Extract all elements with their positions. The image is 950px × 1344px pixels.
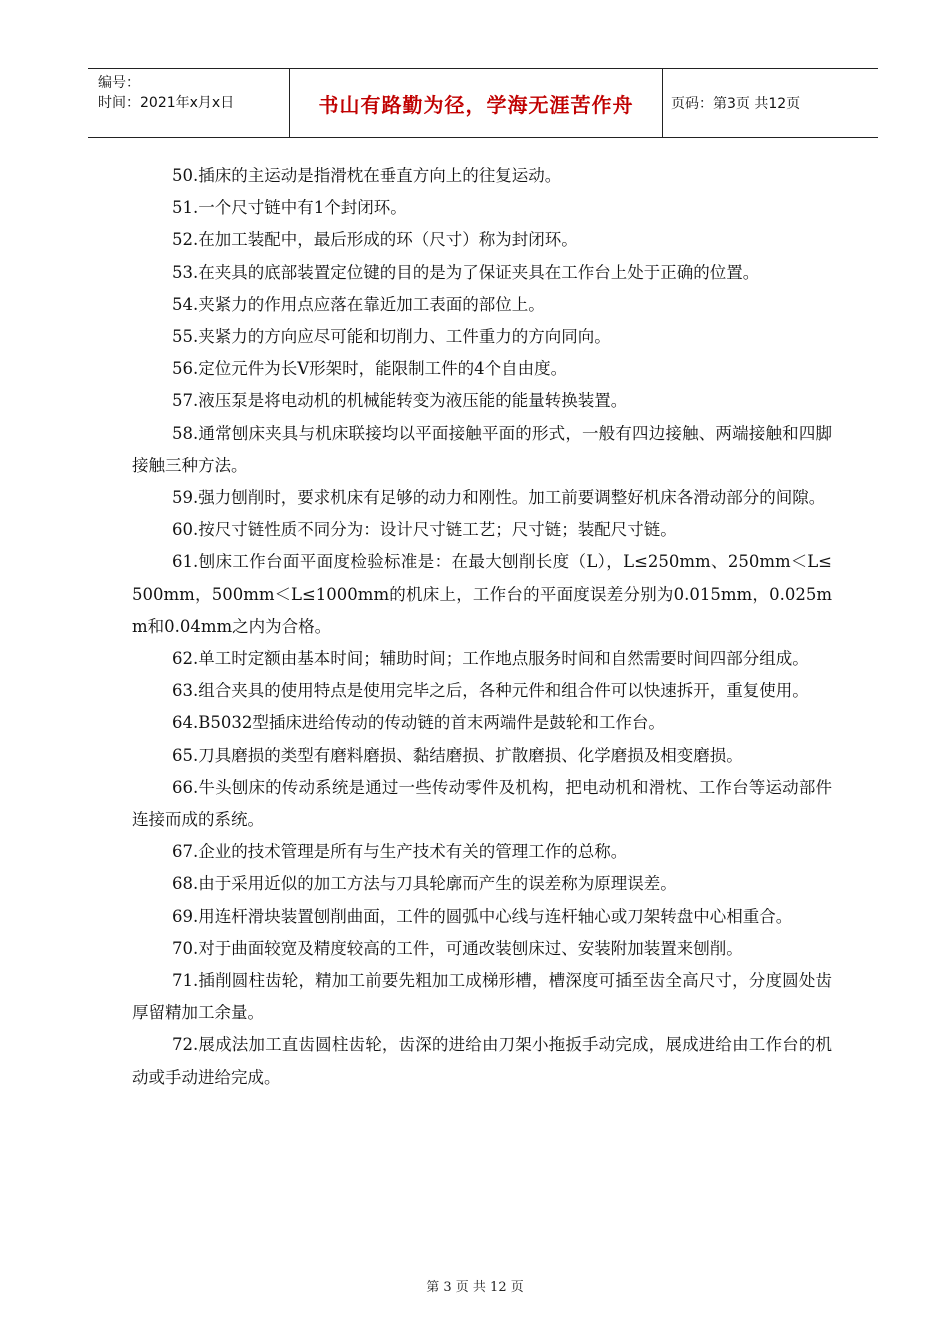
list-item: 69.用连杆滑块装置刨削曲面，工件的圆弧中心线与连杆轴心或刀架转盘中心相重合。 [172,906,793,926]
list-item: 64.B5032型插床进给传动的传动链的首末两端件是鼓轮和工作台。 [172,713,665,733]
list-item: 60.按尺寸链性质不同分为：设计尺寸链工艺；尺寸链；装配尺寸链。 [172,520,677,540]
header-motto: 书山有路勤为径，学海无涯苦作舟 [290,69,663,137]
list-item: 54.夹紧力的作用点应落在靠近加工表面的部位上。 [172,294,545,314]
list-item: 63.组合夹具的使用特点是使用完毕之后，各种元件和组合件可以快速拆开，重复使用。 [172,681,809,701]
document-number-label: 编号： [98,75,140,91]
list-item: 61.刨床工作台面平面度检验标准是：在最大刨削长度（L），L≤250mm、250mm＜L≤500mm，500mm＜L≤1000mm的机床上，工作台的平面度误差分别为0.015mm，0.025mm和0.04mm之内为合格。 [132,552,832,636]
list-item: 62.单工时定额由基本时间；辅助时间；工作地点服务时间和自然需要时间四部分组成。 [172,649,809,669]
list-item: 59.强力刨削时，要求机床有足够的动力和刚性。加工前要调整好机床各滑动部分的间隙。 [172,488,826,508]
list-item: 65.刀具磨损的类型有磨料磨损、黏结磨损、扩散磨损、化学磨损及相变磨损。 [172,745,743,765]
list-item: 68.由于采用近似的加工方法与刀具轮廓而产生的误差称为原理误差。 [172,874,677,894]
list-item: 57.液压泵是将电动机的机械能转变为液压能的能量转换装置。 [172,391,628,411]
list-item: 50.插床的主运动是指滑枕在垂直方向上的往复运动。 [172,166,562,185]
list-item: 71.插削圆柱齿轮，精加工前要先粗加工成梯形槽，槽深度可插至齿全高尺寸，分度圆处齿厚留精加工余量。 [132,971,832,1023]
header-meta-cell [88,69,290,137]
document-body [132,160,832,1094]
list-item: 66.牛头刨床的传动系统是通过一些传动零件及机构，把电动机和滑枕、工作台等运动部件连接而成的系统。 [132,777,832,830]
header-page-info: 页码：第3页 共12页 [671,96,801,112]
list-item: 67.企业的技术管理是所有与生产技术有关的管理工作的总称。 [172,842,628,862]
list-item: 72.展成法加工直齿圆柱齿轮，齿深的进给由刀架小拖扳手动完成，展成进给由工作台的机动或手动进给完成。 [132,1035,832,1087]
list-item: 52.在加工装配中，最后形成的环（尺寸）称为封闭环。 [172,230,578,250]
page-header [88,68,878,138]
list-item: 51.一个尺寸链中有1个封闭环。 [172,198,407,218]
document-time-label: 时间：2021年x月x日 [98,95,235,111]
list-item: 70.对于曲面较宽及精度较高的工件，可通改装刨床过、安装附加装置来刨削。 [172,938,743,958]
list-item: 58.通常刨床夹具与机床联接均以平面接触平面的形式，一般有四边接触、两端接触和四脚接触三种方法。 [132,423,832,475]
list-item: 53.在夹具的底部装置定位键的目的是为了保证夹具在工作台上处于正确的位置。 [172,262,760,282]
list-item: 56.定位元件为长V形架时，能限制工件的4个自由度。 [172,359,568,379]
list-item: 55.夹紧力的方向应尽可能和切削力、工件重力的方向同向。 [172,327,611,347]
page-footer: 第 3 页 共 12 页 [426,1280,524,1295]
